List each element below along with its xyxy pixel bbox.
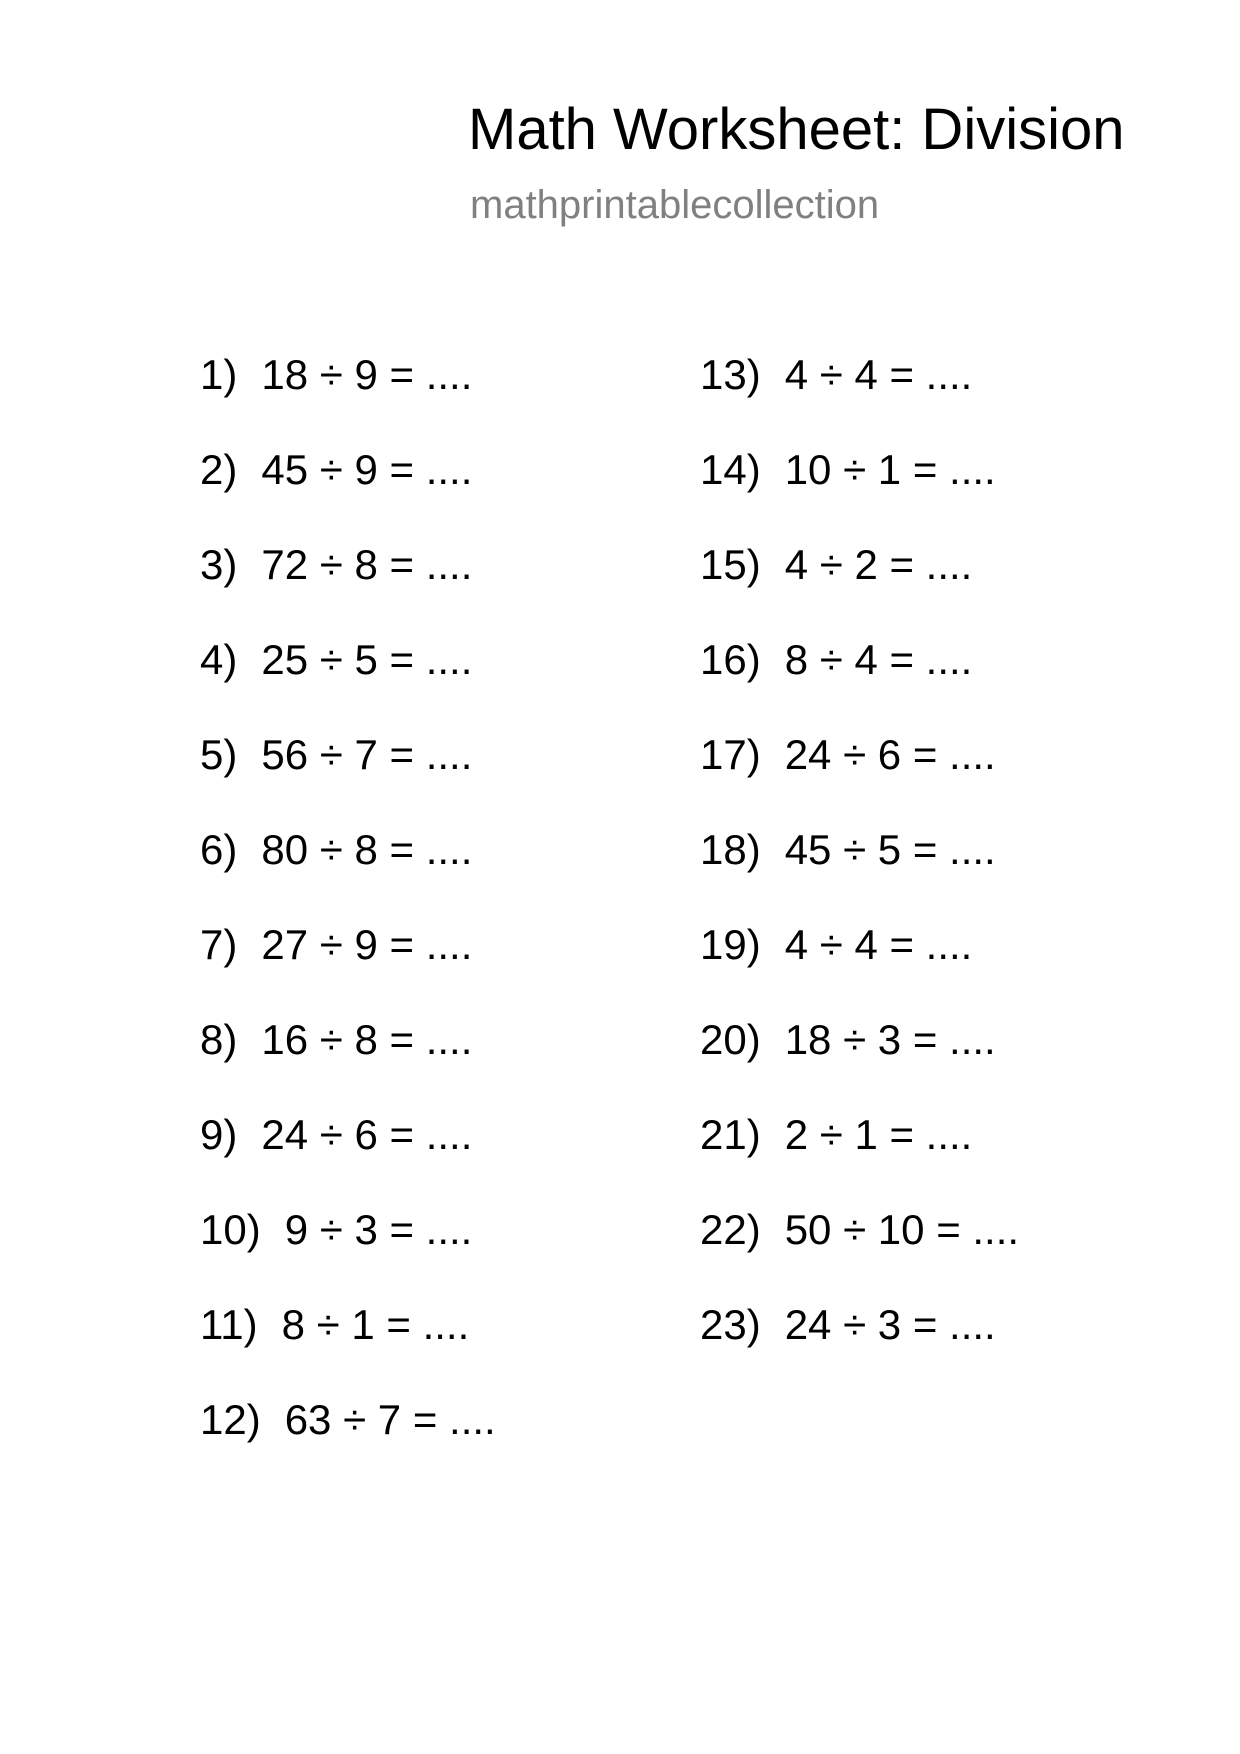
problem-item bbox=[200, 1205, 496, 1300]
problem-number: 3) bbox=[200, 541, 238, 588]
problem-number: 20) bbox=[700, 1016, 761, 1063]
problem-item bbox=[200, 1110, 496, 1205]
problem-number: 16) bbox=[700, 636, 761, 683]
problem-expression: 45 ÷ 5 = .... bbox=[784, 826, 996, 873]
problem-column-left bbox=[200, 350, 496, 1490]
problem-number: 12) bbox=[200, 1396, 261, 1443]
problem-item bbox=[700, 920, 1019, 1015]
problem-expression: 8 ÷ 4 = .... bbox=[784, 636, 973, 683]
problem-item bbox=[200, 1300, 496, 1395]
problem-number: 19) bbox=[700, 921, 761, 968]
problem-number: 21) bbox=[700, 1111, 761, 1158]
problem-number: 22) bbox=[700, 1206, 761, 1253]
problem-expression: 50 ÷ 10 = .... bbox=[784, 1206, 1020, 1253]
problem-number: 18) bbox=[700, 826, 761, 873]
problem-expression: 18 ÷ 3 = .... bbox=[784, 1016, 996, 1063]
problem-expression: 24 ÷ 3 = .... bbox=[784, 1301, 996, 1348]
problem-column-right bbox=[700, 350, 1019, 1395]
problem-item bbox=[700, 350, 1019, 445]
problem-expression: 4 ÷ 4 = .... bbox=[784, 921, 973, 968]
problem-number: 7) bbox=[200, 921, 238, 968]
problem-expression: 10 ÷ 1 = .... bbox=[784, 446, 996, 493]
problem-item bbox=[200, 635, 496, 730]
problem-number: 17) bbox=[700, 731, 761, 778]
problem-number: 14) bbox=[700, 446, 761, 493]
problem-item bbox=[200, 540, 496, 635]
problem-number: 6) bbox=[200, 826, 238, 873]
problem-item bbox=[700, 1015, 1019, 1110]
problem-expression: 4 ÷ 4 = .... bbox=[784, 351, 973, 398]
problem-expression: 45 ÷ 9 = .... bbox=[261, 446, 473, 493]
problem-item bbox=[700, 730, 1019, 825]
problem-expression: 9 ÷ 3 = .... bbox=[284, 1206, 473, 1253]
problem-expression: 72 ÷ 8 = .... bbox=[261, 541, 473, 588]
problem-number: 2) bbox=[200, 446, 238, 493]
problem-expression: 18 ÷ 9 = .... bbox=[261, 351, 473, 398]
problem-number: 10) bbox=[200, 1206, 261, 1253]
page-title: Math Worksheet: Division bbox=[468, 97, 1125, 162]
problem-item bbox=[200, 1395, 496, 1490]
problem-item bbox=[700, 635, 1019, 730]
problem-item bbox=[700, 540, 1019, 635]
problem-item bbox=[200, 825, 496, 920]
problem-item bbox=[700, 1110, 1019, 1205]
page-subtitle: mathprintablecollection bbox=[470, 183, 880, 227]
problem-number: 4) bbox=[200, 636, 238, 683]
problem-number: 15) bbox=[700, 541, 761, 588]
problem-expression: 24 ÷ 6 = .... bbox=[784, 731, 996, 778]
problem-expression: 27 ÷ 9 = .... bbox=[261, 921, 473, 968]
problem-item bbox=[200, 730, 496, 825]
problem-number: 5) bbox=[200, 731, 238, 778]
problem-number: 23) bbox=[700, 1301, 761, 1348]
problem-item bbox=[200, 920, 496, 1015]
problem-item bbox=[700, 825, 1019, 920]
problem-expression: 8 ÷ 1 = .... bbox=[281, 1301, 470, 1348]
problem-item bbox=[700, 445, 1019, 540]
problem-number: 9) bbox=[200, 1111, 238, 1158]
problem-item bbox=[700, 1205, 1019, 1300]
problem-expression: 80 ÷ 8 = .... bbox=[261, 826, 473, 873]
problem-expression: 24 ÷ 6 = .... bbox=[261, 1111, 473, 1158]
problem-item bbox=[200, 350, 496, 445]
problem-number: 1) bbox=[200, 351, 238, 398]
problem-number: 11) bbox=[200, 1301, 258, 1348]
problem-expression: 4 ÷ 2 = .... bbox=[784, 541, 973, 588]
problem-expression: 2 ÷ 1 = .... bbox=[784, 1111, 973, 1158]
problem-expression: 63 ÷ 7 = .... bbox=[284, 1396, 496, 1443]
problem-expression: 56 ÷ 7 = .... bbox=[261, 731, 473, 778]
problem-number: 13) bbox=[700, 351, 761, 398]
problem-number: 8) bbox=[200, 1016, 238, 1063]
problem-item bbox=[700, 1300, 1019, 1395]
problem-item bbox=[200, 1015, 496, 1110]
problem-expression: 16 ÷ 8 = .... bbox=[261, 1016, 473, 1063]
problem-expression: 25 ÷ 5 = .... bbox=[261, 636, 473, 683]
problem-item bbox=[200, 445, 496, 540]
